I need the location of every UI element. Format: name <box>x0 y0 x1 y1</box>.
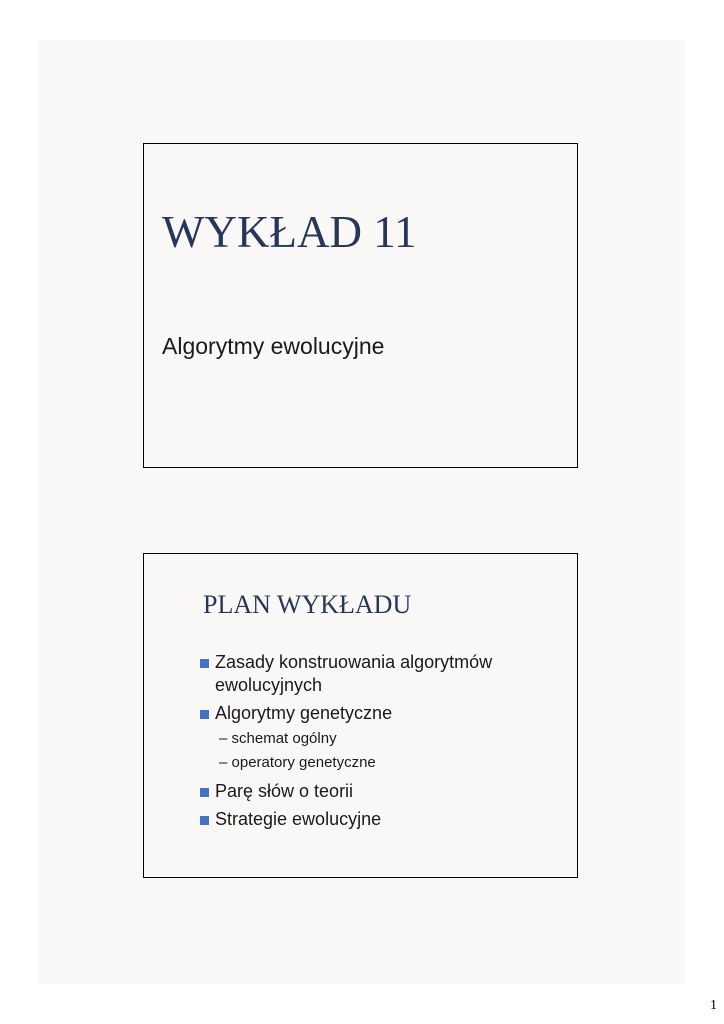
plan-bullet-list <box>199 651 569 836</box>
bullet-text: Parę słów o teorii <box>215 781 354 801</box>
bullet-text: Algorytmy genetyczne <box>215 703 393 723</box>
plan-title: PLAN WYKŁADU <box>203 590 412 619</box>
list-item <box>199 808 569 831</box>
bullet-text: Strategie ewolucyjne <box>215 809 382 829</box>
sub-list-item: – schemat ogólny <box>219 730 337 747</box>
list-item <box>199 780 569 803</box>
page-number: 1 <box>710 998 717 1013</box>
square-bullet-icon <box>200 788 209 797</box>
list-item <box>199 702 569 775</box>
square-bullet-icon <box>200 816 209 825</box>
handout-page <box>38 40 717 1013</box>
lecture-title: WYKŁAD 11 <box>162 207 417 257</box>
lecture-subtitle: Algorytmy ewolucyjne <box>162 333 385 359</box>
list-item <box>199 651 569 697</box>
square-bullet-icon <box>200 710 209 719</box>
sub-bullet-list <box>215 727 569 775</box>
square-bullet-icon <box>200 659 209 668</box>
slide-2 <box>143 553 578 878</box>
slide-1 <box>143 143 578 468</box>
bullet-text: Zasady konstruowania algorytmów ewolucyjnych <box>215 652 493 695</box>
sub-list-item: – operatory genetyczne <box>219 754 376 771</box>
